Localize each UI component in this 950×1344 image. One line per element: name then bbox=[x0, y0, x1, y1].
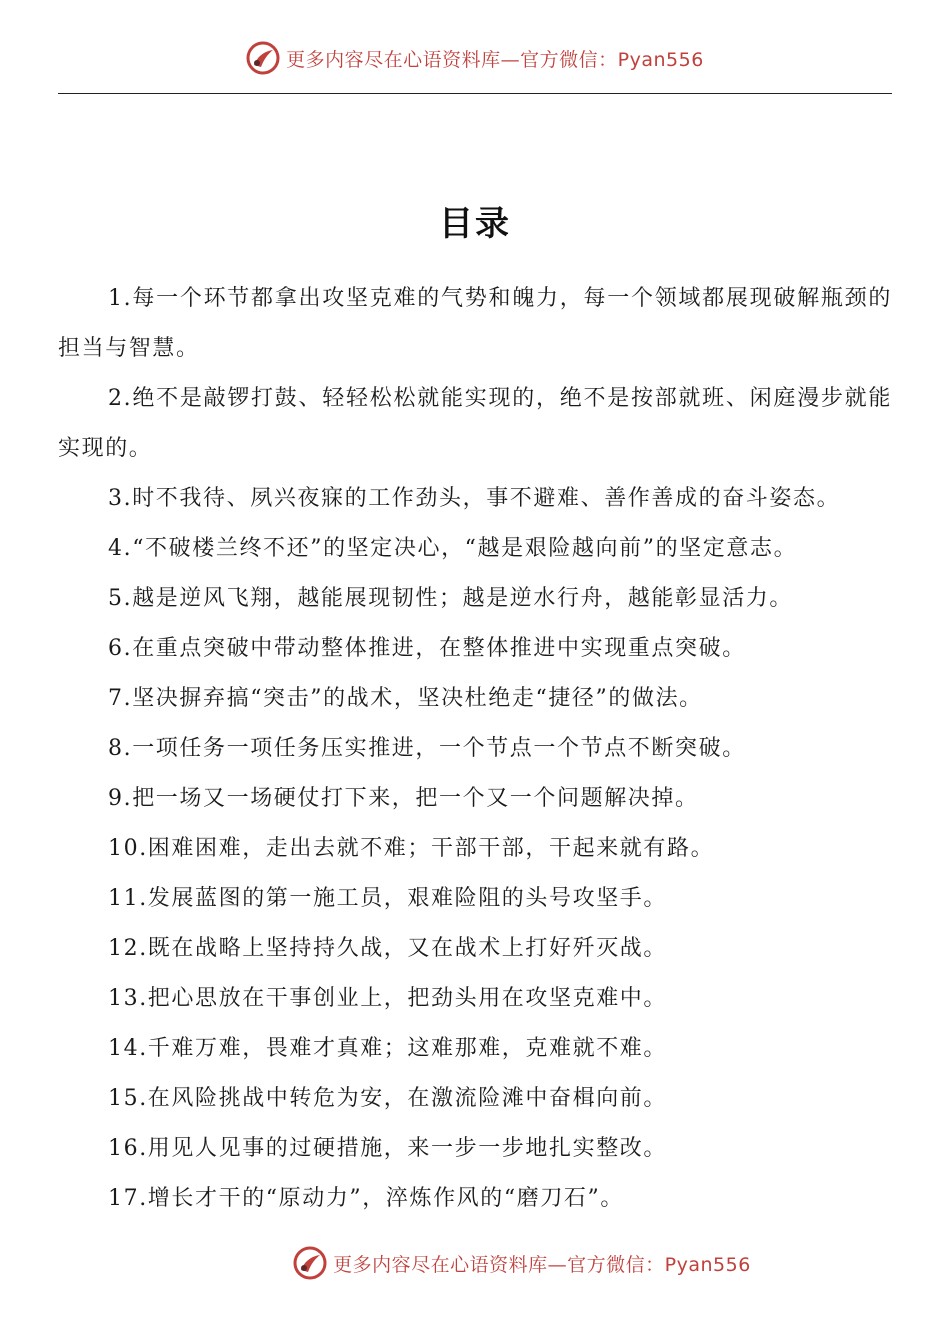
toc-item: 4.“不破楼兰终不还”的坚定决心，“越是艰险越向前”的坚定意志。 bbox=[108, 536, 798, 561]
toc-list bbox=[58, 274, 892, 1224]
toc-item: 6.在重点突破中带动整体推进，在整体推进中实现重点突破。 bbox=[108, 636, 746, 661]
toc-item: 7.坚决摒弃搞“突击”的战术，坚决杜绝走“捷径”的做法。 bbox=[108, 686, 703, 711]
toc-item: 8.一项任务一项任务压实推进，一个节点一个节点不断突破。 bbox=[108, 736, 746, 761]
toc-item: 11.发展蓝图的第一施工员，艰难险阻的头号攻坚手。 bbox=[108, 886, 667, 911]
toc-item: 13.把心思放在干事创业上，把劲头用在攻坚克难中。 bbox=[108, 986, 667, 1011]
toc-item: 17.增长才干的“原动力”，淬炼作风的“磨刀石”。 bbox=[108, 1186, 624, 1211]
toc-item: 16.用见人见事的过硬措施，来一步一步地扎实整改。 bbox=[108, 1136, 667, 1161]
footer-banner-text: 更多内容尽在心语资料库—官方微信：Pyan556 bbox=[333, 1253, 751, 1276]
page-title: 目录 bbox=[439, 204, 511, 244]
toc-item: 2.绝不是敲锣打鼓、轻轻松松就能实现的，绝不是按部就班、闲庭漫步就能实现的。 bbox=[58, 386, 892, 461]
toc-item: 1.每一个环节都拿出攻坚克难的气势和魄力，每一个领域都展现破解瓶颈的担当与智慧。 bbox=[58, 286, 892, 361]
toc-item: 5.越是逆风飞翔，越能展现韧性；越是逆水行舟，越能彰显活力。 bbox=[108, 586, 793, 611]
toc-item: 15.在风险挑战中转危为安，在激流险滩中奋楫向前。 bbox=[108, 1086, 667, 1111]
header-banner-text: 更多内容尽在心语资料库—官方微信：Pyan556 bbox=[286, 48, 704, 71]
brand-logo-icon bbox=[293, 1246, 327, 1280]
brand-logo-icon bbox=[246, 41, 280, 75]
toc-item: 14.千难万难，畏难才真难；这难那难，克难就不难。 bbox=[108, 1036, 667, 1061]
header-banner bbox=[0, 38, 950, 78]
toc-item: 9.把一场又一场硬仗打下来，把一个又一个问题解决掉。 bbox=[108, 786, 699, 811]
toc-item: 10.困难困难，走出去就不难；干部干部，干起来就有路。 bbox=[108, 836, 715, 861]
footer-banner bbox=[47, 1243, 950, 1283]
toc-item: 3.时不我待、夙兴夜寐的工作劲头，事不避难、善作善成的奋斗姿态。 bbox=[108, 486, 841, 511]
toc-item: 12.既在战略上坚持持久战，又在战术上打好歼灭战。 bbox=[108, 936, 667, 961]
header-divider bbox=[58, 93, 892, 94]
